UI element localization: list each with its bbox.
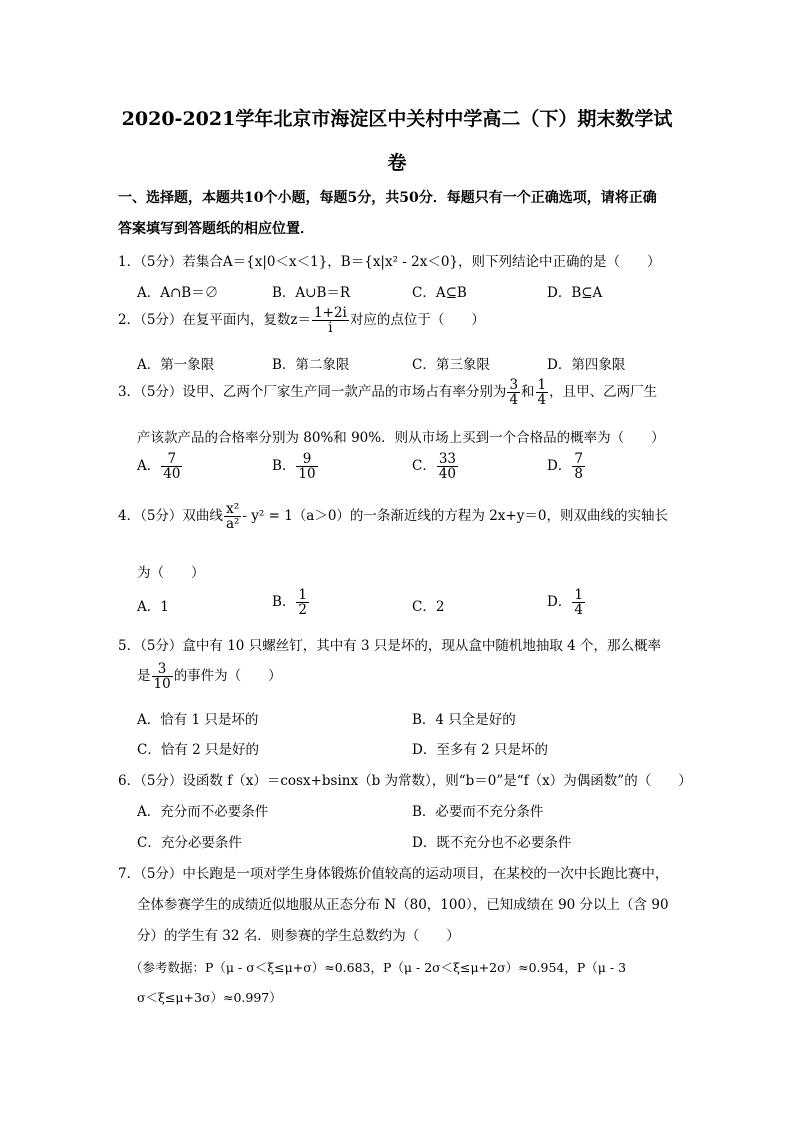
q5-line2-post: 的事件为（ ） bbox=[173, 668, 282, 685]
q4-opt-b-label: B． bbox=[272, 594, 296, 611]
page-title-continued: 卷 bbox=[387, 152, 407, 174]
q3-opt-b-num: 9 bbox=[296, 452, 317, 467]
q3-f1-num: 3 bbox=[509, 377, 519, 393]
question-3-stem bbox=[118, 378, 657, 407]
q3-f1-den: 4 bbox=[509, 392, 519, 409]
q5-option-b: B．4 只全是好的 bbox=[412, 712, 516, 728]
q3-opt-a-den: 40 bbox=[163, 466, 181, 483]
q3-opt-d-den: 8 bbox=[574, 466, 583, 483]
q3-option-c bbox=[412, 452, 459, 481]
question-3-line2: 产该款产品的合格率分别为 80%和 90%．则从市场上买到一个合格品的概率为（ ） bbox=[137, 430, 665, 446]
q4-option-b bbox=[272, 588, 310, 617]
q2-option-d: D．第四象限 bbox=[547, 357, 626, 373]
q3-opt-b-den: 10 bbox=[298, 466, 316, 483]
q3-stem-post: ，且甲、乙两厂生 bbox=[549, 384, 658, 401]
q4-option-a: A．1 bbox=[137, 599, 169, 615]
q3-opt-d-num: 7 bbox=[574, 451, 583, 467]
question-7-reference-data-continued: σ＜ξ≤μ+3σ）≈0.997） bbox=[137, 990, 282, 1005]
q5-option-c: C．恰有 2 只是好的 bbox=[137, 742, 260, 758]
q4-option-c: C．2 bbox=[412, 599, 445, 615]
page-title: 2020-2021学年北京市海淀区中关村中学高二（下）期末数学试 bbox=[121, 108, 673, 130]
q3-opt-a-num: 7 bbox=[161, 452, 182, 467]
q4-equation: - y² = 1（a＞0）的一条渐近线的方程为 2x+y＝0，则双曲线的实轴长 bbox=[242, 508, 668, 525]
q6-option-b: B．必要而不充分条件 bbox=[412, 804, 544, 820]
q1-option-b: B．A∪B＝R bbox=[272, 285, 351, 301]
question-6-stem: 6．（5分）设函数 f（x）＝cosx+bsinx（b 为常数），则“b＝0”是“f（x）为偶函数”的（ ） bbox=[118, 773, 692, 789]
q3-option-a bbox=[137, 452, 183, 481]
q1-option-c: C．A⊆B bbox=[412, 285, 467, 301]
q3-opt-c-num: 33 bbox=[438, 451, 457, 467]
question-5-stem: 5．（5分）盒中有 10 只螺丝钉，其中有 3 只是坏的，现从盒中随机地抽取 4 个，那么概率 bbox=[118, 638, 662, 654]
question-7-line3: 分）的学生有 32 名．则参赛的学生总数约为（ ） bbox=[137, 928, 460, 944]
q5-frac-num: 3 bbox=[152, 662, 173, 677]
q2-option-b: B．第二象限 bbox=[272, 357, 350, 373]
q5-option-d: D．至多有 2 只是坏的 bbox=[412, 742, 548, 758]
q2-option-c: C．第三象限 bbox=[412, 357, 490, 373]
q4-stem-pre: 4．（5分）双曲线 bbox=[118, 508, 223, 525]
q3-opt-d-frac bbox=[572, 452, 585, 481]
q3-option-b bbox=[272, 452, 319, 481]
question-5-line2 bbox=[137, 662, 282, 691]
q3-opt-c-label: C． bbox=[412, 458, 436, 475]
q4-option-d bbox=[547, 588, 586, 617]
q3-f2-den: 4 bbox=[537, 392, 547, 409]
q4-opt-b-num: 1 bbox=[298, 587, 308, 603]
q4-opt-b-den: 2 bbox=[298, 602, 308, 619]
question-1-stem: 1．（5分）若集合A＝{x|0＜x＜1}，B＝{x|x² - 2x＜0}，则下列结论中正确的是（ ） bbox=[118, 254, 661, 270]
q3-option-d bbox=[547, 452, 586, 481]
q3-opt-b-frac bbox=[296, 452, 317, 481]
q3-opt-d-label: D． bbox=[547, 458, 572, 475]
q4-opt-d-label: D． bbox=[547, 594, 572, 611]
question-7-line2: 全体参赛学生的成绩近似地服从正态分布 N（80，100），已知成绩在 90 分以上（含 90 bbox=[137, 897, 669, 913]
q3-f2-num: 1 bbox=[537, 377, 547, 393]
q6-option-a: A．充分而不必要条件 bbox=[137, 804, 269, 820]
question-2-stem bbox=[118, 306, 485, 335]
question-4-line2: 为（ ） bbox=[137, 565, 205, 581]
q5-frac-den: 10 bbox=[153, 676, 171, 693]
q2-stem-pre: 2．（5分）在复平面内，复数z＝ bbox=[118, 312, 312, 329]
q4-opt-b-frac bbox=[296, 588, 309, 617]
q3-opt-b-label: B． bbox=[272, 458, 296, 475]
q4-frac-den: a² bbox=[225, 516, 240, 533]
q4-opt-d-den: 4 bbox=[574, 602, 583, 619]
q3-fraction-2 bbox=[536, 378, 549, 407]
q3-fraction-1 bbox=[507, 378, 520, 407]
q3-mid: 和 bbox=[521, 384, 535, 401]
q3-stem-pre: 3．（5分）设甲、乙两个厂家生产同一款产品的市场占有率分别为 bbox=[118, 384, 507, 401]
q1-option-d: D．B⊆A bbox=[547, 285, 603, 301]
q3-opt-a-label: A． bbox=[137, 458, 161, 475]
q4-fraction bbox=[224, 502, 241, 531]
q3-opt-a-frac bbox=[161, 452, 182, 481]
q2-stem-post: 对应的点位于（ ） bbox=[349, 312, 485, 329]
section-heading-continued: 答案填写到答题纸的相应位置． bbox=[118, 221, 314, 237]
question-7-stem: 7．（5分）中长跑是一项对学生身体锻炼价值较高的运动项目，在某校的一次中长跑比赛中， bbox=[118, 866, 669, 882]
q6-option-c: C．充分必要条件 bbox=[137, 835, 242, 851]
section-heading: 一、选择题，本题共10个小题，每题5分，共50分．每题只有一个正确选项，请将正确 bbox=[118, 190, 657, 206]
q5-fraction bbox=[152, 662, 173, 691]
q4-frac-num: x² bbox=[224, 502, 241, 517]
q2-fraction bbox=[312, 306, 349, 335]
q5-option-a: A．恰有 1 只是坏的 bbox=[137, 712, 259, 728]
question-4-stem bbox=[118, 502, 668, 531]
q4-opt-d-num: 1 bbox=[574, 587, 583, 603]
q2-option-a: A．第一象限 bbox=[137, 357, 215, 373]
q2-frac-den: i bbox=[328, 320, 333, 337]
question-7-reference-data: （参考数据：P（μ - σ＜ξ≤μ+σ）≈0.683，P（μ - 2σ＜ξ≤μ+2σ）≈0.954，P（μ - 3 bbox=[130, 960, 627, 975]
q6-option-d: D．既不充分也不必要条件 bbox=[412, 835, 572, 851]
q1-option-a: A．A∩B＝∅ bbox=[137, 285, 219, 301]
q5-line2-pre: 是 bbox=[137, 668, 151, 685]
q3-opt-c-den: 40 bbox=[438, 466, 457, 483]
q2-frac-num: 1+2i bbox=[314, 305, 347, 321]
q4-opt-d-frac bbox=[572, 588, 585, 617]
q3-opt-c-frac bbox=[437, 452, 458, 481]
